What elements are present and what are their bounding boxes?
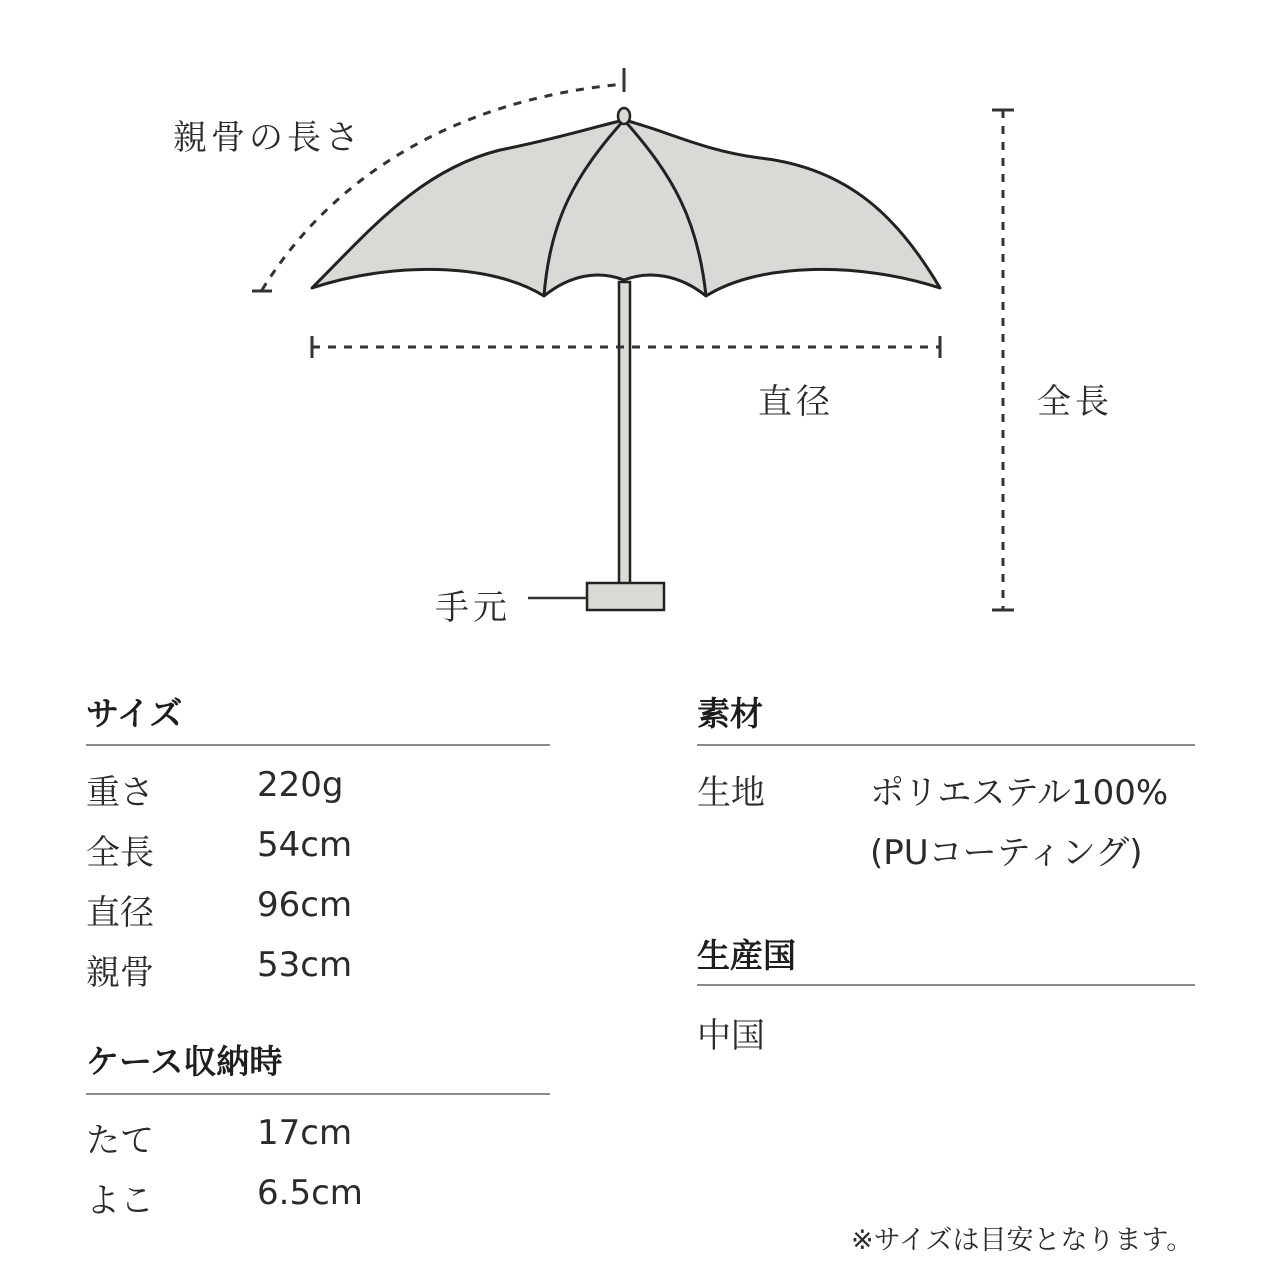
origin-value: 中国 xyxy=(697,1016,765,1056)
size-disclaimer-note: ※サイズは目安となります。 xyxy=(851,1225,1194,1256)
umbrella-handle xyxy=(587,583,664,610)
size-row-rib-label: 親骨 xyxy=(86,953,154,993)
material-fabric-value-line1: ポリエステル100% xyxy=(870,773,1169,813)
material-section-title: 素材 xyxy=(697,694,763,733)
size-section-title: サイズ xyxy=(86,694,183,733)
case-row-height-value: 17cm xyxy=(257,1113,353,1153)
case-row-height-label: たて xyxy=(86,1121,154,1161)
umbrella-shaft xyxy=(619,282,630,586)
case-section-title: ケース収納時 xyxy=(86,1042,283,1081)
origin-section-title: 生産国 xyxy=(697,936,796,975)
size-row-length-label: 全長 xyxy=(86,833,154,873)
size-row-length-value: 54cm xyxy=(257,825,353,865)
size-row-diameter-label: 直径 xyxy=(86,893,154,933)
total-length-label: 全長 xyxy=(1037,382,1113,422)
size-row-weight-label: 重さ xyxy=(86,773,154,813)
material-fabric-value-line2: (PUコーティング) xyxy=(870,833,1143,873)
material-fabric-label: 生地 xyxy=(697,773,765,813)
diameter-label: 直径 xyxy=(758,382,834,422)
umbrella-tip xyxy=(618,108,630,124)
size-section-divider xyxy=(86,744,550,746)
case-section-divider xyxy=(86,1093,550,1095)
origin-section-divider xyxy=(697,984,1195,986)
size-row-weight-value: 220g xyxy=(257,765,344,805)
rib-length-label: 親骨の長さ xyxy=(173,118,363,158)
case-row-width-label: よこ xyxy=(86,1181,154,1221)
handle-label: 手元 xyxy=(435,588,511,628)
umbrella-canopy xyxy=(312,120,940,296)
size-row-rib-value: 53cm xyxy=(257,945,353,985)
material-section-divider xyxy=(697,744,1195,746)
size-row-diameter-value: 96cm xyxy=(257,885,353,925)
case-row-width-value: 6.5cm xyxy=(257,1173,363,1213)
